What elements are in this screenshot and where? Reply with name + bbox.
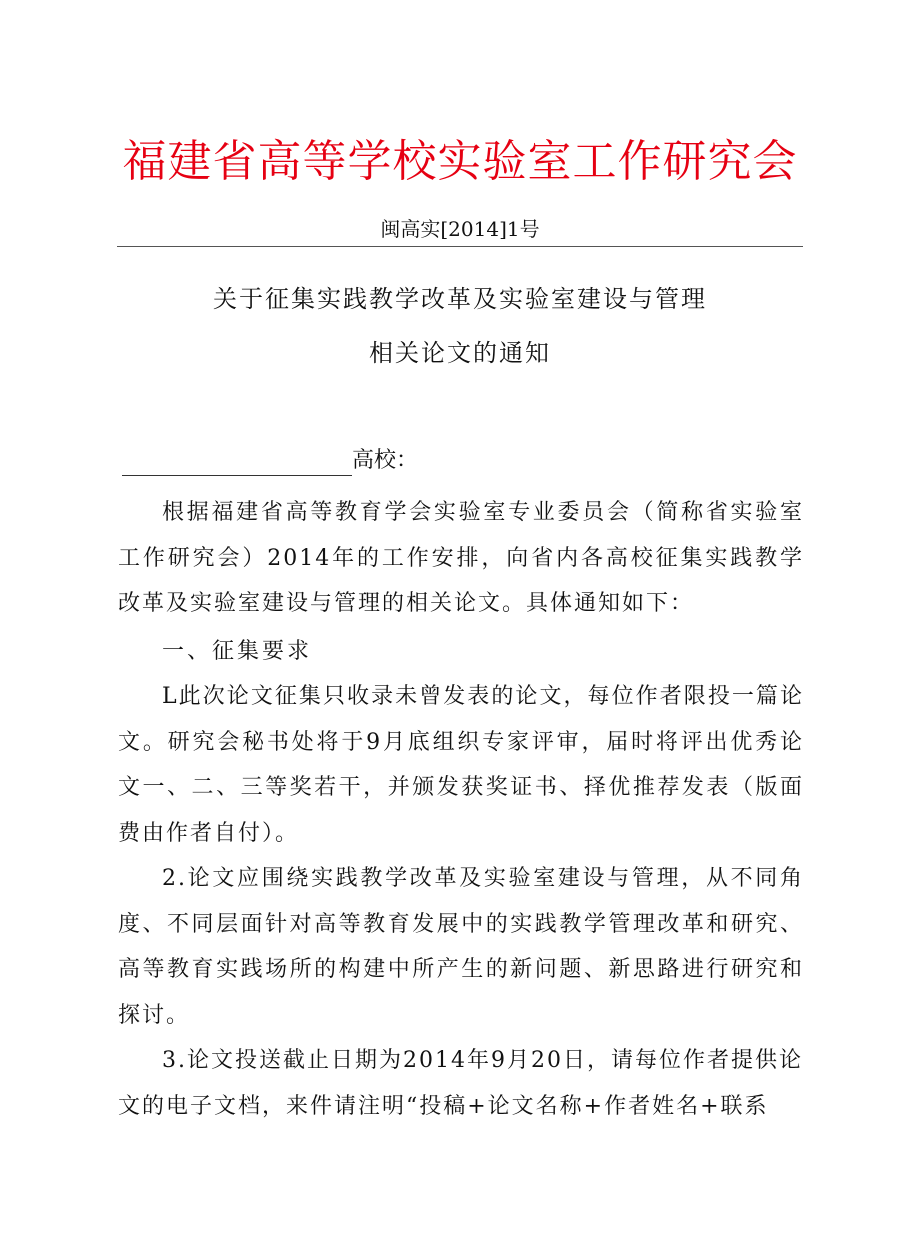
notice-title-line-1: 关于征集实践教学改革及实验室建设与管理 (213, 285, 707, 313)
intro-paragraph: 根据福建省高等教育学会实验室专业委员会（简称省实验室工作研究会）2014年的工作安排，向省内各高校征集实践教学改革及实验室建设与管理的相关论文。具体通知如下： (118, 500, 804, 616)
addressee-blank (122, 453, 352, 476)
document-number: 闽高实[2014]1号 (380, 217, 540, 241)
addressee-suffix: 高校： (352, 448, 419, 473)
requirement-item-1: L此次论文征集只收录未曾发表的论文，每位作者限投一篇论文。研究会秘书处将于9月底组织专家评审，届时将评出优秀论文一、二、三等奖若干，并颁发获奖证书、择优推荐发表（版面费由作者自付）。 (118, 684, 804, 846)
section-heading-requirements: 一、征集要求 (162, 638, 313, 664)
addressee (122, 446, 418, 476)
notice-title-line-2: 相关论文的通知 (369, 339, 551, 367)
header-divider (117, 246, 803, 247)
requirement-item-3: 3.论文投送截止日期为2014年9月20日，请每位作者提供论文的电子文档，来件请注明“投稿+论文名称+作者姓名+联系 (118, 1048, 803, 1119)
org-title: 福建省高等学校实验室工作研究会 (122, 136, 798, 187)
notice-body (118, 490, 804, 1129)
requirement-item-2: 2.论文应围绕实践教学改革及实验室建设与管理，从不同角度、不同层面针对高等教育发展中的实践教学管理改革和研究、高等教育实践场所的构建中所产生的新问题、新思路进行研究和探讨。 (118, 866, 804, 1028)
